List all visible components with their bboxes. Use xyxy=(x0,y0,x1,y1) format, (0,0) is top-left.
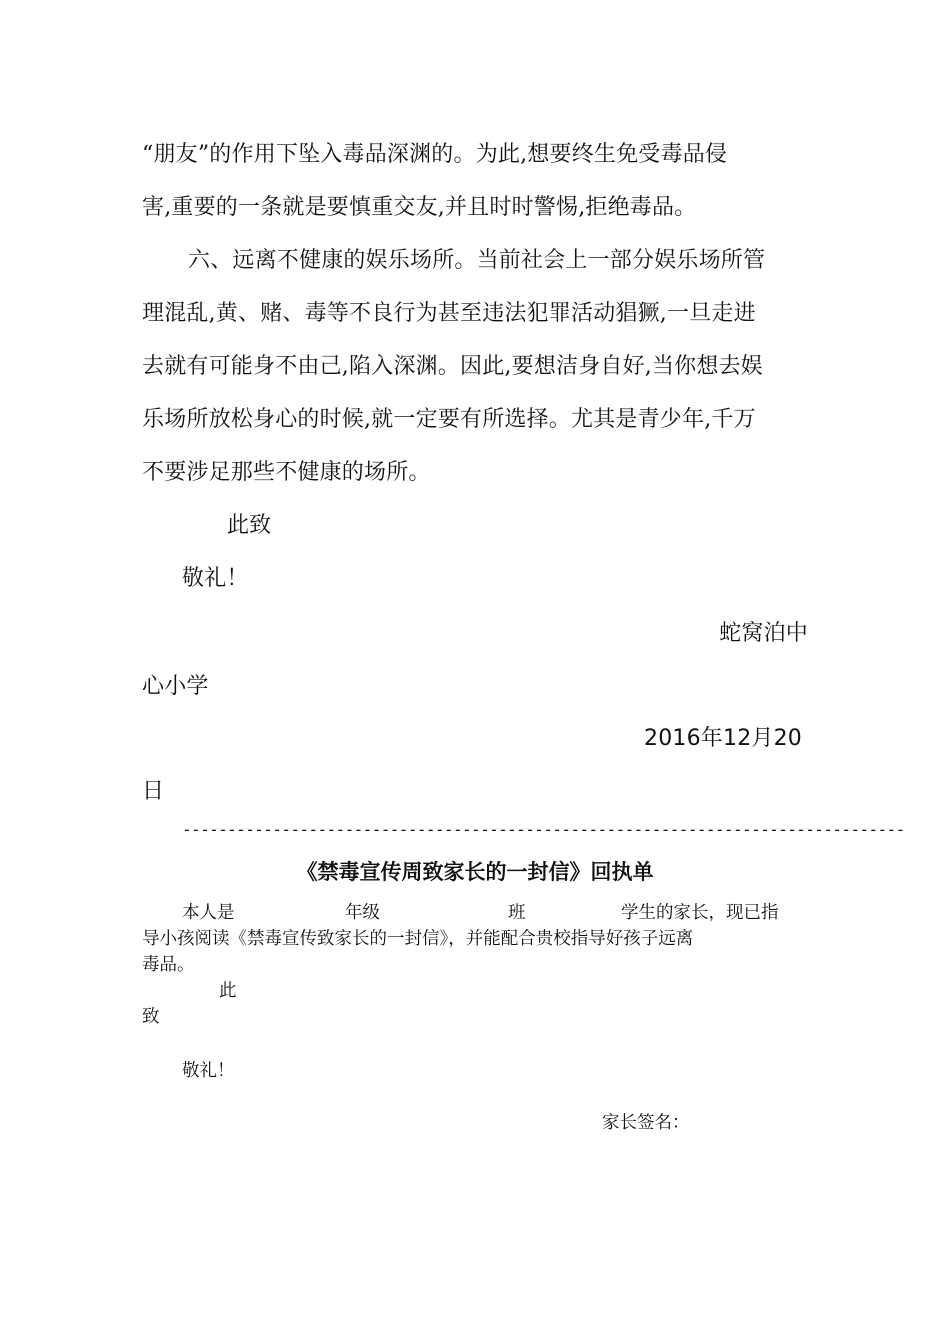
paragraph-line: “朋友”的作用下坠入毒品深渊的。为此,想要终生免受毒品侵 xyxy=(142,142,728,167)
paragraph-line: 理混乱,黄、赌、毒等不良行为甚至违法犯罪活动猖獗,一旦走进 xyxy=(142,301,756,326)
signature-school: 蛇窝泊中 xyxy=(719,621,808,646)
receipt-text: 导小孩阅读《禁毒宣传致家长的一封信》，并能配合贵校指导好孩子远离 xyxy=(142,929,694,949)
receipt-class-label: 班 xyxy=(508,903,526,923)
paragraph-line: 害,重要的一条就是要慎重交友,并且时时警惕,拒绝毒品。 xyxy=(142,195,697,220)
receipt-text: 本人是 xyxy=(182,903,235,923)
receipt-regards: 敬礼！ xyxy=(182,1061,235,1081)
closing-regards: 敬礼！ xyxy=(182,566,249,591)
receipt-title: 《禁毒宣传周致家长的一封信》回执单 xyxy=(296,860,654,884)
signature-school-cont: 心小学 xyxy=(142,674,209,699)
parent-signature-label: 家长签名： xyxy=(602,1113,690,1133)
paragraph-line: 乐场所放松身心的时候,就一定要有所选择。尤其是青少年,千万 xyxy=(142,407,756,432)
letter-date-cont: 日 xyxy=(142,779,165,804)
cut-line-divider: -------------------------------------------------------------------------------- xyxy=(182,820,905,839)
receipt-closing: 此 xyxy=(219,981,237,1001)
receipt-text: 毒品。 xyxy=(142,955,195,975)
receipt-text: 学生的家长，现已指 xyxy=(621,903,779,923)
receipt-closing: 致 xyxy=(142,1007,160,1027)
paragraph-line: 去就有可能身不由己,陷入深渊。因此,要想洁身自好,当你想去娱 xyxy=(142,354,763,379)
receipt-grade-label: 年级 xyxy=(345,903,380,923)
letter-date: 2016年12月20 xyxy=(644,726,802,751)
paragraph-line: 不要涉足那些不健康的场所。 xyxy=(142,460,431,485)
closing-salutation: 此致 xyxy=(227,513,272,538)
paragraph-line: 六、远离不健康的娱乐场所。当前社会上一部分娱乐场所管 xyxy=(188,248,766,273)
